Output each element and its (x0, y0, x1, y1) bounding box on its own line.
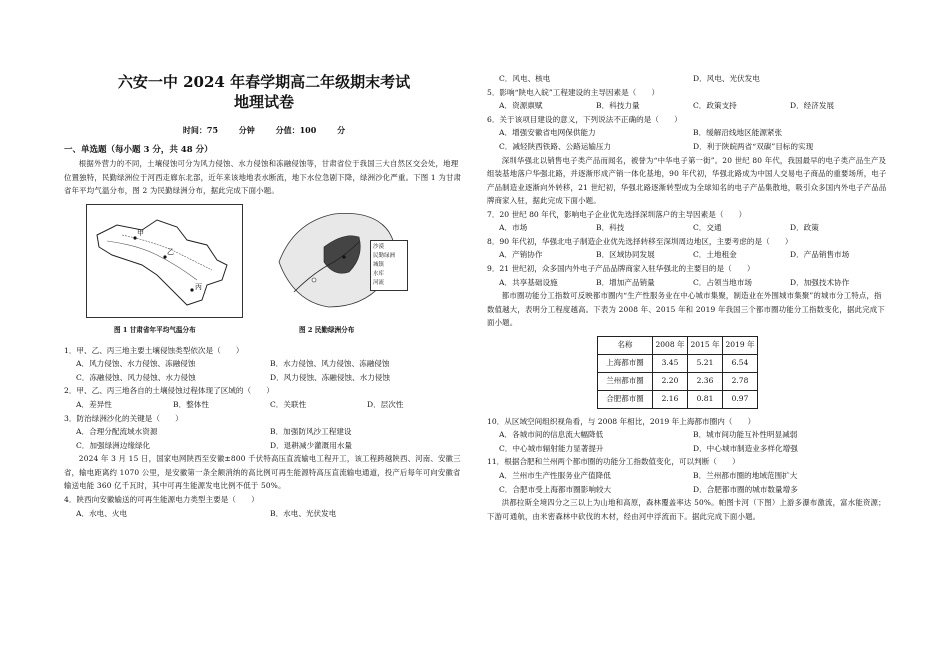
map-label-yi: 乙 (167, 247, 174, 256)
question-stem: 4．陕西向安徽输送的可再生能源电力类型主要是（ ） (64, 494, 259, 504)
exam-subject: 地理试卷 (233, 93, 294, 111)
option-b[interactable]: B．缓解沿线地区能源紧张 (693, 128, 783, 138)
option-b[interactable]: B．整体性 (173, 400, 209, 410)
option-b[interactable]: B．增加产品销量 (596, 277, 655, 287)
figure-2-caption: 图 2 民勤绿洲分布 (299, 325, 355, 334)
question-7 (487, 208, 887, 235)
option-b[interactable]: B．兰州都市圈的地域范围扩大 (693, 471, 798, 480)
question-6 (487, 113, 887, 154)
option-c[interactable]: C．合肥市受上海都市圈影响较大 (499, 484, 612, 494)
intro-passage-1: 根据外营力的不同，土壤侵蚀可分为风力侵蚀、水力侵蚀和冻融侵蚀等，甘肃省位于我国三大自然区交会处，地理位置独特，民勤绿洲位于河西走廊东北部，近年来该地地表水断流，地下水位急剧下降，绿洲沙化严重。下图 1 为甘肃省年平均气温分布，图 2 为民勤绿洲分布，据此完成下面小题。 (64, 159, 462, 196)
option-a[interactable]: A．共享基础设施 (499, 277, 558, 287)
question-stem: 1．甲、乙、丙三地主要土壤侵蚀类型依次是（ ） (64, 345, 244, 355)
question-8 (487, 235, 887, 262)
minqin-oasis-map (264, 202, 414, 318)
option-b[interactable]: B．城市间功能互补性明显减弱 (693, 430, 798, 440)
option-c[interactable]: C．加强绿洲边缘绿化 (76, 440, 151, 450)
table-cell: 兰州都市圈 (598, 372, 653, 390)
table-cell: 上海都市圈 (598, 354, 653, 372)
figure-1-caption: 图 1 甘肃省年平均气温分布 (114, 325, 196, 334)
legend-reservoir: 水库 (373, 270, 385, 277)
exam-title: 六安一中 2024 年春学期高二年级期末考试 (117, 73, 411, 91)
question-11 (487, 455, 887, 496)
option-d[interactable]: D．合肥都市圈的城市数量增多 (693, 484, 798, 494)
exam-time: 时间：75 分钟 (182, 125, 255, 135)
gansu-temperature-map (86, 204, 243, 318)
legend-oasis: 民勤绿洲 (373, 252, 396, 259)
exam-score: 分值：100 分 (275, 125, 346, 135)
option-d[interactable]: D．层次性 (367, 400, 404, 410)
option-a[interactable]: A．合理分配流域水资源 (76, 427, 158, 437)
table-header: 2015 年 (688, 336, 723, 354)
legend-desert: 沙漠 (373, 243, 385, 250)
legend-river: 河流 (373, 279, 385, 286)
option-c[interactable]: C．减轻陕西铁路、公路运输压力 (499, 141, 612, 151)
question-5 (487, 86, 887, 113)
option-b[interactable]: B．区域协同发展 (596, 250, 655, 260)
table-header: 名称 (598, 336, 653, 354)
option-d[interactable]: D．风电、光伏发电 (693, 74, 760, 83)
option-c[interactable]: C．冻融侵蚀、风力侵蚀、水力侵蚀 (76, 372, 196, 382)
map-label-bing: 丙 (195, 282, 202, 291)
option-a[interactable]: A．市场 (499, 223, 528, 233)
option-c[interactable]: C．占领当地市场 (693, 277, 752, 287)
question-stem: 6．关于该项目建设的意义，下列说法不正确的是（ ） (487, 114, 682, 124)
option-a[interactable]: A．水电、火电 (76, 508, 128, 518)
question-4 (64, 493, 464, 520)
intro-passage-5: 洪都拉斯全境四分之三以上为山地和高原，森林覆盖率达 50%。帕图卡河（下图）上游多瀑布激流，富水能资源；下游可通航，由米密森林中砍伐的木材，经由河中浮流而下。据此完成下面小题。 (487, 498, 886, 521)
option-d[interactable]: D．政策 (790, 223, 819, 233)
exam-meta (64, 124, 464, 138)
option-a[interactable]: A．兰州市生产性服务业产值降低 (499, 471, 611, 480)
index-table (597, 336, 758, 409)
table-cell: 2.78 (723, 372, 758, 390)
intro-passage-2: 2024 年 3 月 15 日，国家电网陕西至安徽±800 千伏特高压直流输电工程开工，该工程跨越陕西、河南、安徽三省，输电距离约 1070 公里，是安徽第一条全额消纳的高比例可再生能源特高压直流输电通道，投产后每年可向安徽省输送电能 360 亿千瓦时，其中可再生能源发电比例不低于 50%。 (64, 454, 461, 491)
option-d[interactable]: D．利于陕皖两省“双碳”目标的实现 (693, 141, 814, 151)
option-b[interactable]: B．加强防风沙工程建设 (270, 427, 352, 437)
question-stem: 9．21 世纪初，众多国内外电子产品品牌商家入驻华强北的主要目的是（ ） (487, 263, 755, 273)
table-cell: 0.81 (688, 390, 723, 408)
option-d[interactable]: D．中心城市制造业多样化增强 (693, 443, 798, 453)
table-cell: 5.21 (688, 354, 723, 372)
option-b[interactable]: B．科技 (596, 223, 625, 233)
question-3 (64, 412, 464, 453)
left-column (64, 72, 464, 520)
table-cell: 0.97 (723, 390, 758, 408)
question-9 (487, 262, 887, 289)
table-header: 2008 年 (653, 336, 688, 354)
table-cell: 6.54 (723, 354, 758, 372)
option-d[interactable]: D．退耕减少灌溉用水量 (270, 440, 353, 450)
question-stem: 5．影响“陕电入皖”工程建设的主导因素是（ ） (487, 87, 660, 97)
table-row (598, 390, 758, 408)
question-stem: 7．20 世纪 80 年代，影响电子企业优先选择深圳落户的主导因素是（ ） (487, 209, 747, 219)
table-cell: 3.45 (653, 354, 688, 372)
figure-maps (64, 202, 464, 340)
option-c[interactable]: C．政策支持 (693, 101, 737, 111)
question-stem: 2．甲、乙、丙三地各自的土壤侵蚀过程体现了区域的（ ） (64, 386, 274, 396)
table-row (598, 372, 758, 390)
option-a[interactable]: A．各城市间的信息流大幅降低 (499, 430, 604, 440)
option-c[interactable]: C．风电、核电 (499, 74, 551, 83)
option-c[interactable]: C．土地租金 (693, 250, 737, 260)
question-stem: 11．根据合肥和兰州两个都市圈的功能分工指数值变化，可以判断（ ） (487, 457, 740, 467)
option-a[interactable]: A．差异性 (76, 400, 112, 410)
option-b[interactable]: B．水力侵蚀、风力侵蚀、冻融侵蚀 (270, 359, 390, 369)
right-column (487, 72, 887, 523)
option-a[interactable]: A．资源禀赋 (499, 101, 543, 111)
option-c[interactable]: C．关联性 (270, 400, 307, 410)
option-b[interactable]: B．水电、光伏发电 (270, 508, 337, 518)
option-b[interactable]: B．科技力量 (596, 101, 640, 111)
table-cell: 2.16 (653, 390, 688, 408)
option-d[interactable]: D．加强技术协作 (790, 277, 850, 287)
table-row (598, 354, 758, 372)
table-header-row (598, 336, 758, 354)
table-cell: 2.20 (653, 372, 688, 390)
table-cell: 合肥都市圈 (598, 390, 653, 408)
question-stem: 3．防治绿洲沙化的关键是（ ） (64, 413, 183, 423)
option-a[interactable]: A．产销协作 (499, 250, 543, 260)
question-stem: 10．从区域空间组织视角看，与 2008 年相比，2019 年上海都市圈内（ ） (487, 416, 756, 426)
option-a[interactable]: A．增强安徽省电网保供能力 (499, 128, 596, 138)
option-d[interactable]: D．风力侵蚀、冻融侵蚀、水力侵蚀 (270, 372, 390, 382)
table-cell: 2.36 (688, 372, 723, 390)
question-4-continued (487, 72, 887, 86)
question-1 (64, 344, 464, 385)
section-heading: 一、单选题（每小题 3 分，共 48 分） (64, 144, 213, 155)
table-header: 2019 年 (723, 336, 758, 354)
intro-passage-4: 都市圈功能分工指数可反映都市圈内“生产性服务业在中心城市集聚，制造业在外围城市集聚”的城市分工特点，指数值越大，表明分工程度越高。下表为 2008 年、2015 年和 2019 年我国三个都市圈功能分工指数变化，据此完成下面小题。 (487, 291, 885, 328)
option-d[interactable]: D．产品销售市场 (790, 250, 850, 260)
question-2 (64, 384, 464, 411)
map-label-jia: 甲 (137, 228, 144, 237)
intro-passage-3: 深圳华强北以销售电子类产品而闻名，被誉为“中华电子第一街”。20 世纪 80 年代，我国最早的电子类产品生产及组装基地落户华强北路，并逐渐形成产销一体化基地，90 年代初，华强北路成为中国人交易电子商品的重要场所，电子产品制造业逐渐向外转移，21 世纪初，华强北路逐渐转型成为全球知名的电子产品集散地，吸引众多国内外电子产品品牌商家入驻，据此完成下面小题。 (487, 155, 887, 206)
option-c[interactable]: C．中心城市辐射能力显著提升 (499, 443, 604, 453)
option-a[interactable]: A．风力侵蚀、水力侵蚀、冻融侵蚀 (76, 359, 196, 369)
map-legend (370, 240, 408, 291)
legend-town: 城镇 (373, 261, 385, 268)
question-10 (487, 415, 887, 456)
question-stem: 8．90 年代初，华强北电子制造企业优先选择转移至深圳周边地区，主要考虑的是（ ） (487, 236, 793, 246)
option-c[interactable]: C．交通 (693, 223, 722, 233)
option-d[interactable]: D．经济发展 (790, 101, 835, 111)
